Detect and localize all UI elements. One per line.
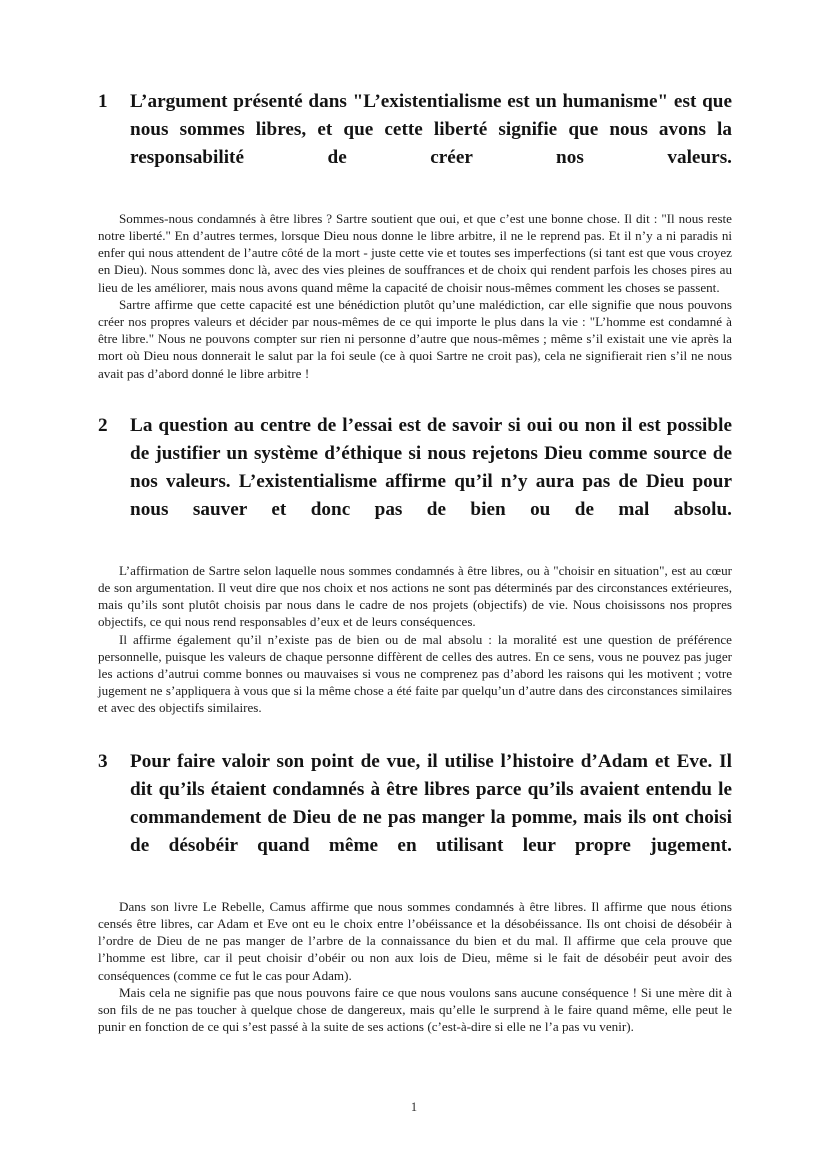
section-2-paragraph-2: Il affirme également qu’il n’existe pas de bien ou de mal absolu : la moralité est une question de préférence personnelle, puisque les valeurs de chaque personne diffèrent de celles des autres. En ce sens, vous ne pouvez pas juger les actions d’autrui comme bonnes ou mauvaises si vous ne comprenez pas d’abord les raisons qui les motivent ; votre jugement ne s’appliquera à vous que si la même chose a été faite par quelqu’un d’autre dans des circonstances similaires et avec des objectifs similaires. <box>98 631 732 716</box>
page-number: 1 <box>410 1100 418 1114</box>
section-2-title: La question au centre de l’essai est de savoir si oui ou non il est possible de justifier un système d’éthique si nous rejetons Dieu comme source de nos valeurs. L’existentialisme affirme qu’il n’y aura pas de Dieu pour nous sauver et donc pas de bien ou de mal absolu. <box>130 414 732 521</box>
section-3-body <box>98 898 732 1036</box>
section-2-body <box>98 562 732 717</box>
section-spacer-2 <box>98 717 732 748</box>
section-1-paragraph-1: Sommes-nous condamnés à être libres ? Sartre soutient que oui, et que c’est une bonne chose. Il dit : "Il nous reste notre liberté." En d’autres termes, lorsque Dieu nous donne le libre arbitre, il ne le reprend pas. Et il n’y a ni paradis ni enfer qui nous attendent de l’autre côté de la mort - juste cette vie et toutes ses imperfections (si tant est que vous croyez en Dieu). Nous sommes donc là, avec des vies pleines de souffrances et de choix qui rendent parfois les choses pires au lieu de les améliorer, mais nous avons quand même la capacité de choisir nous-mêmes comment les choses se passent. <box>98 210 732 295</box>
section-1-number: 1 <box>98 91 108 112</box>
section-2-heading <box>98 412 732 553</box>
section-1-title: L’argument présenté dans "L’existentialisme est un humanisme" est que nous sommes libres, et que cette liberté signifie que nous avons la responsabilité de créer nos valeurs. <box>130 91 732 169</box>
section-2-paragraph-1: L’affirmation de Sartre selon laquelle nous sommes condamnés à être libres, ou à "choisir en situation", est au cœur de son argumentation. Il veut dire que nos choix et nos actions ne sont pas déterminés par des circonstances extérieures, mais qu’ils sont plutôt choisis par nous dans le cadre de nos projets (objectifs) de vie. Nous choisissons nos propres objectifs, ce qui nous rend responsables d’eux et de leurs conséquences. <box>98 562 732 630</box>
section-1-heading <box>98 88 732 201</box>
section-1 <box>98 88 732 382</box>
section-3-heading <box>98 748 732 889</box>
section-2 <box>98 412 732 717</box>
section-spacer-1 <box>98 382 732 412</box>
section-3 <box>98 748 732 1036</box>
section-3-paragraph-2: Mais cela ne signifie pas que nous pouvons faire ce que nous voulons sans aucune conséquence ! Si une mère dit à son fils de ne pas toucher à quelque chose de dangereux, mais qu’elle le surprend à le faire quand même, elle peut le punir en fonction de ce qui s’est passé à la suite de ses actions (c’est-à-dire si elle ne l’a pas vu venir). <box>98 984 732 1035</box>
section-2-number: 2 <box>98 414 108 436</box>
section-3-number: 3 <box>98 750 108 772</box>
section-3-paragraph-1: Dans son livre Le Rebelle, Camus affirme que nous sommes condamnés à être libres. Il affirme que nous étions censés être libres, car Adam et Eve ont eu le choix entre l’obéissance et la désobéissance. Ils ont choisi de désobéir à l’ordre de Dieu de ne pas manger de l’arbre de la connaissance du bien et du mal. Il affirme que cela prouve que l’homme est libre, car il peut choisir d’obéir ou non aux lois de Dieu, même si le fait de désobéir peut avoir des conséquences (comme ce fut le cas pour Adam). <box>98 898 732 983</box>
section-3-title: Pour faire valoir son point de vue, il utilise l’histoire d’Adam et Eve. Il dit qu’ils étaient condamnés à être libres parce qu’ils avaient entendu le commandement de Dieu de ne pas manger la pomme, mais ils ont choisi de désobéir quand même en utilisant leur propre jugement. <box>130 750 732 857</box>
section-1-paragraph-2: Sartre affirme que cette capacité est une bénédiction plutôt qu’une malédiction, car elle signifie que nous pouvons créer nos propres valeurs et décider par nous-mêmes de ce qui importe le plus dans la vie : "L’homme est condamné à être libre." Nous ne pouvons compter sur rien ni personne d’autre que nous-mêmes ; même s’il existait une vie après la mort où Dieu nous donnerait le salut par la foi seule (ce à quoi Sartre ne croit pas), cela ne signifierait rien s’il ne nous avait pas d’abord donné le libre arbitre ! <box>98 296 732 381</box>
section-1-body <box>98 210 732 382</box>
document-content <box>98 88 732 1035</box>
